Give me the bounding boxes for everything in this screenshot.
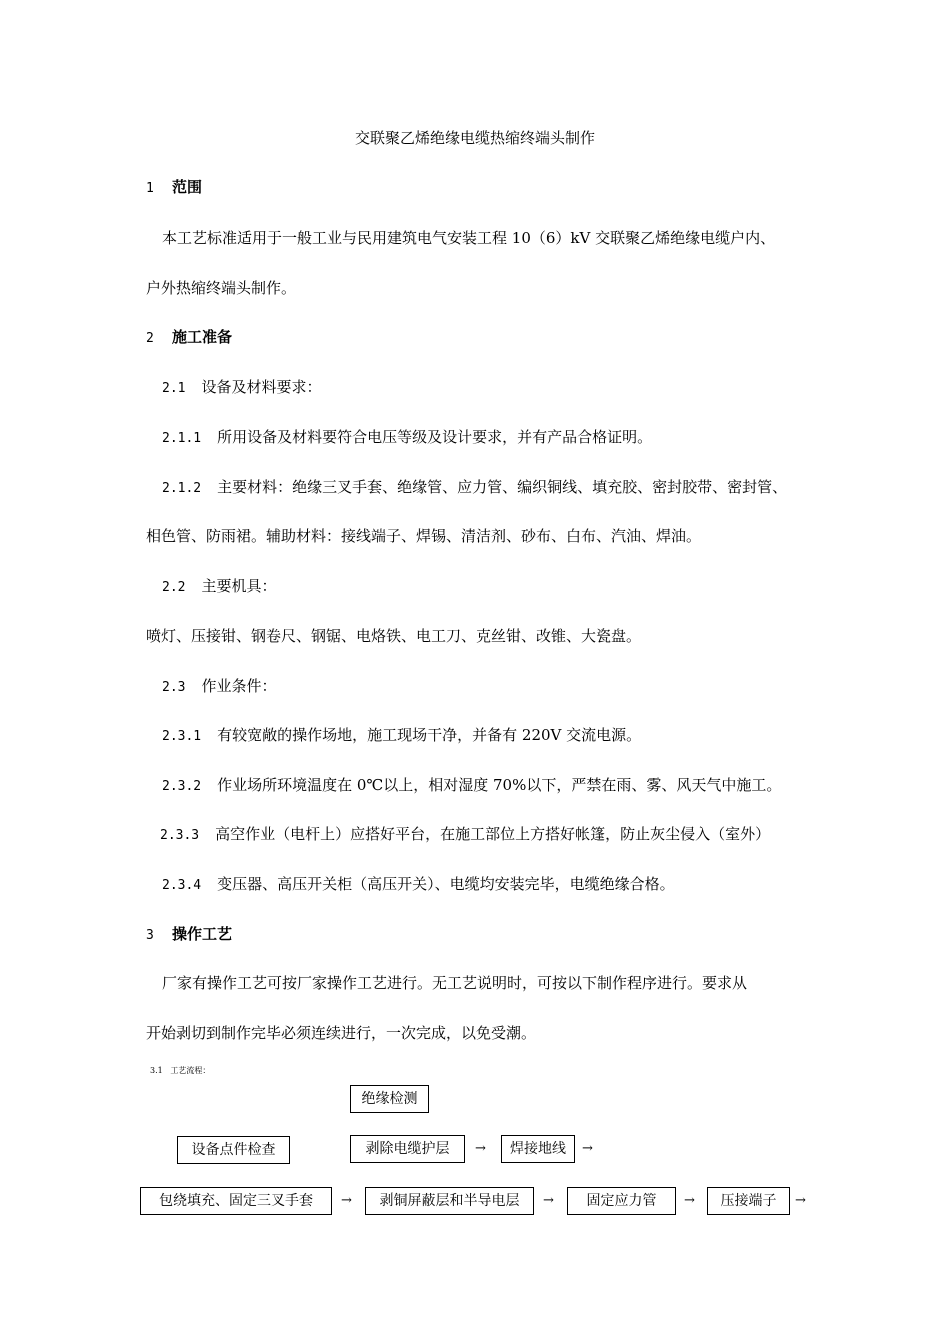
subsection-number: 2.3.3 bbox=[160, 828, 200, 843]
subsection-text: 所用设备及材料要符合电压等级及设计要求，并有产品合格证明。 bbox=[217, 428, 653, 446]
subsection-number: 2.1.1 bbox=[162, 431, 202, 446]
flow-box-wrap-fill: 包绕填充、固定三叉手套 bbox=[140, 1187, 332, 1215]
subsection-3-1 bbox=[150, 1066, 210, 1076]
subsection-number: 2.1 bbox=[162, 381, 186, 396]
subsection-2-3-1 bbox=[162, 725, 641, 747]
section-heading-text: 范围 bbox=[172, 178, 203, 196]
flow-box-fix-stress: 固定应力管 bbox=[567, 1187, 676, 1215]
subsection-number: 2.3.4 bbox=[162, 878, 202, 893]
flow-box-weld-ground: 焊接地线 bbox=[501, 1135, 575, 1163]
subsection-2-3 bbox=[162, 676, 277, 698]
section-heading-text: 施工准备 bbox=[172, 328, 233, 346]
flow-arrow: → bbox=[684, 1193, 695, 1208]
section-number: 1 bbox=[146, 181, 154, 196]
section-1-heading bbox=[146, 177, 202, 199]
section-3-heading bbox=[146, 924, 232, 946]
subsection-2-3-3 bbox=[160, 824, 770, 846]
subsection-text: 工艺流程： bbox=[170, 1066, 211, 1075]
flow-arrow: → bbox=[341, 1193, 352, 1208]
flow-box-remove-sheath: 剥除电缆护层 bbox=[350, 1135, 465, 1163]
flow-arrow: → bbox=[582, 1141, 593, 1156]
subsection-text: 有较宽敞的操作场地，施工现场干净，并备有 220V 交流电源。 bbox=[217, 726, 642, 744]
section-2-heading bbox=[146, 327, 232, 349]
paragraph-scope-line-2: 户外热缩终端头制作。 bbox=[146, 279, 297, 297]
flow-box-crimp-terminal: 压接端子 bbox=[707, 1187, 790, 1215]
paragraph-tools: 喷灯、压接钳、钢卷尺、钢锯、电烙铁、电工刀、克丝钳、改锥、大瓷盘。 bbox=[146, 627, 642, 645]
subsection-number: 2.3.1 bbox=[162, 729, 202, 744]
subsection-number: 3.1 bbox=[150, 1066, 163, 1075]
subsection-text: 作业条件： bbox=[201, 677, 277, 695]
subsection-number: 2.3 bbox=[162, 680, 186, 695]
subsection-text: 设备及材料要求： bbox=[201, 378, 322, 396]
paragraph-operation-line-2: 开始剥切到制作完毕必须连续进行，一次完成，以免受潮。 bbox=[146, 1024, 537, 1042]
paragraph-operation-line-1: 厂家有操作工艺可按厂家操作工艺进行。无工艺说明时，可按以下制作程序进行。要求从 bbox=[162, 974, 748, 992]
subsection-text: 变压器、高压开关柜（高压开关）、电缆均安装完毕，电缆绝缘合格。 bbox=[217, 875, 675, 893]
subsection-2-3-2 bbox=[162, 775, 781, 797]
paragraph-materials-line-2: 相色管、防雨裙。辅助材料：接线端子、焊锡、清洁剂、砂布、白布、汽油、焊油。 bbox=[146, 527, 702, 545]
subsection-2-1-1 bbox=[162, 427, 652, 449]
document-title: 交联聚乙烯绝缘电缆热缩终端头制作 bbox=[354, 129, 595, 147]
subsection-text: 主要机具： bbox=[201, 577, 277, 595]
subsection-number: 2.1.2 bbox=[162, 481, 202, 496]
subsection-2-2 bbox=[162, 576, 277, 598]
flow-box-strip-shield: 剥铜屏蔽层和半导电层 bbox=[365, 1187, 534, 1215]
subsection-text: 高空作业（电杆上）应搭好平台，在施工部位上方搭好帐篷，防止灰尘侵入（室外） bbox=[215, 825, 771, 843]
subsection-text: 主要材料：绝缘三叉手套、绝缘管、应力管、编织铜线、填充胶、密封胶带、密封管、 bbox=[217, 478, 788, 496]
section-number: 3 bbox=[146, 928, 154, 943]
flow-box-insulation-test: 绝缘检测 bbox=[350, 1085, 429, 1113]
paragraph-scope-line-1: 本工艺标准适用于一般工业与民用建筑电气安装工程 10（6）kV 交联聚乙烯绝缘电缆户内、 bbox=[162, 229, 776, 247]
subsection-number: 2.2 bbox=[162, 580, 186, 595]
flow-box-equipment-check: 设备点件检查 bbox=[177, 1136, 290, 1164]
subsection-number: 2.3.2 bbox=[162, 779, 202, 794]
flow-arrow: → bbox=[543, 1193, 554, 1208]
section-number: 2 bbox=[146, 331, 154, 346]
subsection-2-1 bbox=[162, 377, 322, 399]
subsection-2-1-2 bbox=[162, 477, 787, 499]
section-heading-text: 操作工艺 bbox=[172, 925, 233, 943]
subsection-2-3-4 bbox=[162, 874, 675, 896]
flow-arrow: → bbox=[475, 1141, 486, 1156]
flow-arrow: → bbox=[795, 1193, 806, 1208]
subsection-text: 作业场所环境温度在 0℃以上，相对湿度 70%以下，严禁在雨、雾、风天气中施工。 bbox=[217, 776, 782, 794]
